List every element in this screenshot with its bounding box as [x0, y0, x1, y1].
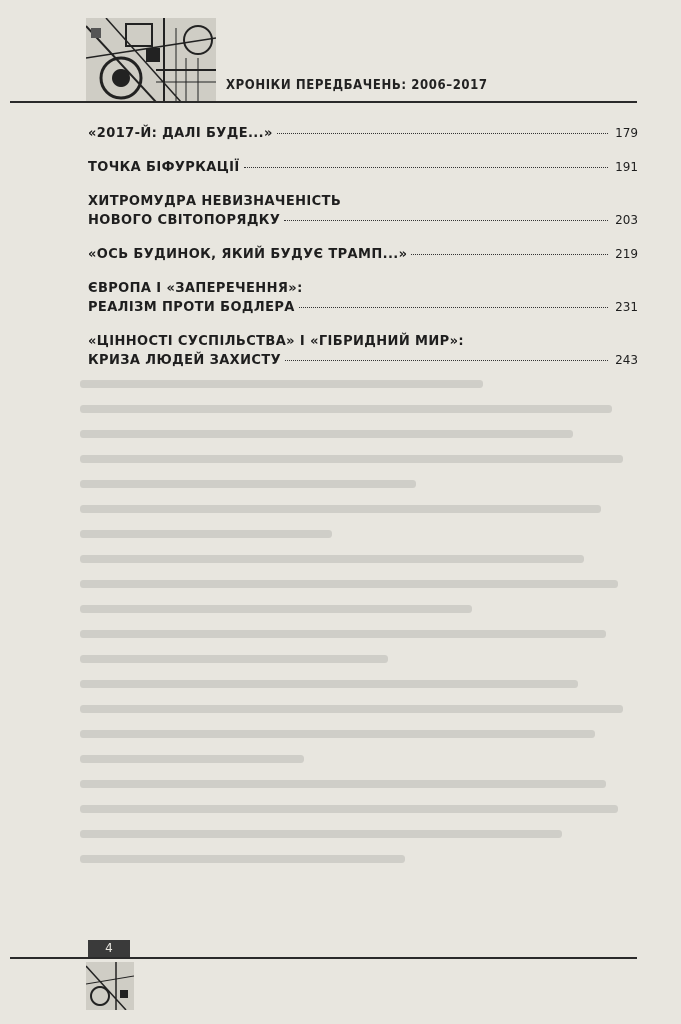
toc-entry-title-continued: НОВОГО СВІТОПОРЯДКУ: [88, 213, 281, 228]
toc-entry-title: «2017-Й: ДАЛІ БУДЕ...»: [88, 126, 273, 141]
toc-entry[interactable]: [88, 192, 638, 230]
dot-leader: [285, 360, 608, 361]
header-rule: [10, 101, 637, 103]
toc-entry-title: ЄВРОПА І «ЗАПЕРЕЧЕННЯ»:: [88, 281, 303, 296]
footer-artwork: [86, 962, 134, 1010]
page-number: 4: [88, 940, 130, 957]
toc-page-number: 203: [615, 213, 638, 227]
toc-page-number: 243: [615, 353, 638, 367]
toc-entry[interactable]: [88, 332, 638, 370]
toc-entry-title-continued: РЕАЛІЗМ ПРОТИ БОДЛЕРА: [88, 300, 295, 315]
toc-entry-title: ТОЧКА БІФУРКАЦІЇ: [88, 160, 240, 175]
dot-leader: [411, 254, 608, 255]
footer-rule: [10, 957, 637, 959]
dot-leader: [284, 220, 608, 221]
toc-entry-title: «ОСЬ БУДИНОК, ЯКИЙ БУДУЄ ТРАМП...»: [88, 247, 408, 262]
table-of-contents: [88, 124, 638, 370]
toc-page-number: 219: [615, 247, 638, 261]
dot-leader: [299, 307, 608, 308]
bleed-through-texture: [80, 380, 640, 880]
toc-entry[interactable]: [88, 124, 638, 143]
toc-entry[interactable]: [88, 279, 638, 317]
toc-entry[interactable]: [88, 158, 638, 177]
toc-entry-title: ХИТРОМУДРА НЕВИЗНАЧЕНІСТЬ: [88, 194, 342, 209]
running-title: ХРОНІКИ ПЕРЕДБАЧЕНЬ: 2006–2017: [226, 78, 488, 93]
toc-entry[interactable]: [88, 245, 638, 264]
header-artwork: [86, 18, 216, 102]
toc-page-number: 179: [615, 126, 638, 140]
dot-leader: [244, 167, 608, 168]
toc-entry-title: «ЦІННОСТІ СУСПІЛЬСТВА» І «ГІБРИДНИЙ МИР»:: [88, 334, 464, 349]
toc-page-number: 231: [615, 300, 638, 314]
toc-entry-title-continued: КРИЗА ЛЮДЕЙ ЗАХИСТУ: [88, 353, 282, 368]
toc-page-number: 191: [615, 160, 638, 174]
dot-leader: [277, 133, 608, 134]
